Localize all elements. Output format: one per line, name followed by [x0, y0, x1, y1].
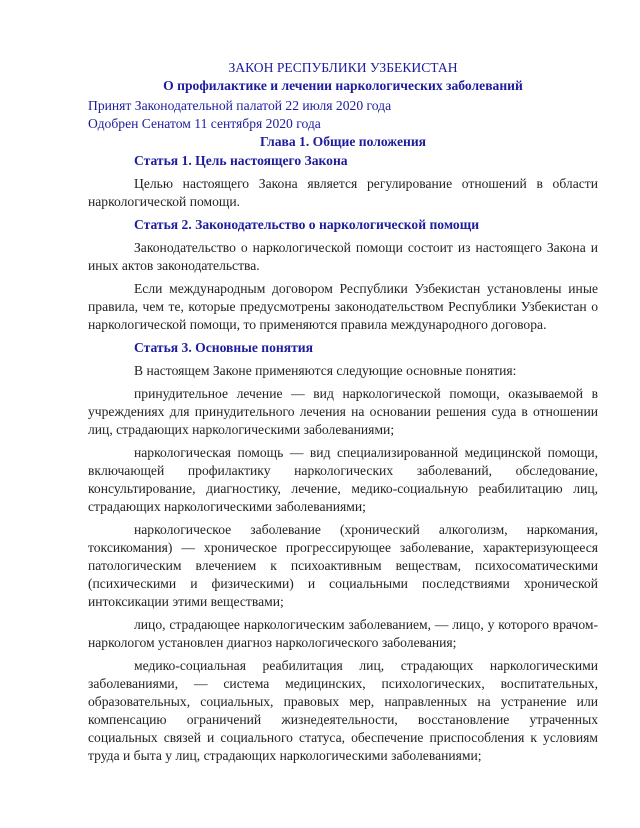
chapter-heading: Глава 1. Общие положения [259, 134, 427, 149]
article-3-heading: Статья 3. Основные понятия [134, 340, 313, 355]
definition-paragraph: принудительное лечение — вид наркологической помощи, оказываемой в учреждениях для принудительного лечения на основании решения суда в отношении лиц, страдающих наркологическими заболеваниями; [88, 386, 598, 437]
definition-paragraph: медико-социальная реабилитация лиц, страдающих наркологическими заболеваниями, — система медицинских, психологических, воспитательных, образовательных, социальных, правовых мер, направленных на устранение или компенсацию ограничений жизнедеятельности, восстановление утраченных социальных связей и социального статуса, обеспечение приспособления к условиям труда и быта у лиц, страдающих наркологическими заболеваниями; [88, 658, 598, 763]
article-1-heading: Статья 1. Цель настоящего Закона [134, 153, 348, 168]
definition-paragraph: наркологическая помощь — вид специализированной медицинской помощи, включающей профилактику наркологических заболеваний, обследование, консультирование, диагностику, лечение, медико-социальную реабилитацию лиц, страдающих наркологическими заболеваниями; [88, 445, 598, 514]
law-title: ЗАКОН РЕСПУБЛИКИ УЗБЕКИСТАН [228, 60, 458, 75]
law-subtitle: О профилактике и лечении наркологических заболеваний [163, 78, 523, 93]
definition-paragraph: лицо, страдающее наркологическим заболеванием, — лицо, у которого врачом-наркологом установлен диагноз наркологического заболевания; [88, 617, 598, 650]
article-2-heading: Статья 2. Законодательство о наркологической помощи [134, 217, 480, 232]
article-2-paragraph: Если международным договором Республики Узбекистан установлены иные правила, чем те, которые предусмотрены законодательством Республики Узбекистан о наркологической помощи, то применяются правила международного договора. [88, 281, 598, 332]
approval-date: Одобрен Сенатом 11 сентября 2020 года [88, 116, 321, 131]
article-3-paragraph: В настоящем Законе применяются следующие основные понятия: [134, 363, 517, 378]
article-2-paragraph: Законодательство о наркологической помощи состоит из настоящего Закона и иных актов законодательства. [88, 240, 598, 273]
definition-paragraph: наркологическое заболевание (хронический алкоголизм, наркомания, токсикомания) — хроническое прогрессирующее заболевание, характеризующееся патологическим влечением к психоактивным веществам, психосоматическими (психическими и физическими) и социальными последствиями хронической интоксикации этими веществами; [88, 522, 598, 609]
article-1-paragraph: Целью настоящего Закона является регулирование отношений в области наркологической помощи. [88, 176, 598, 209]
adoption-date: Принят Законодательной палатой 22 июля 2020 года [88, 98, 392, 113]
document-page [88, 59, 598, 770]
